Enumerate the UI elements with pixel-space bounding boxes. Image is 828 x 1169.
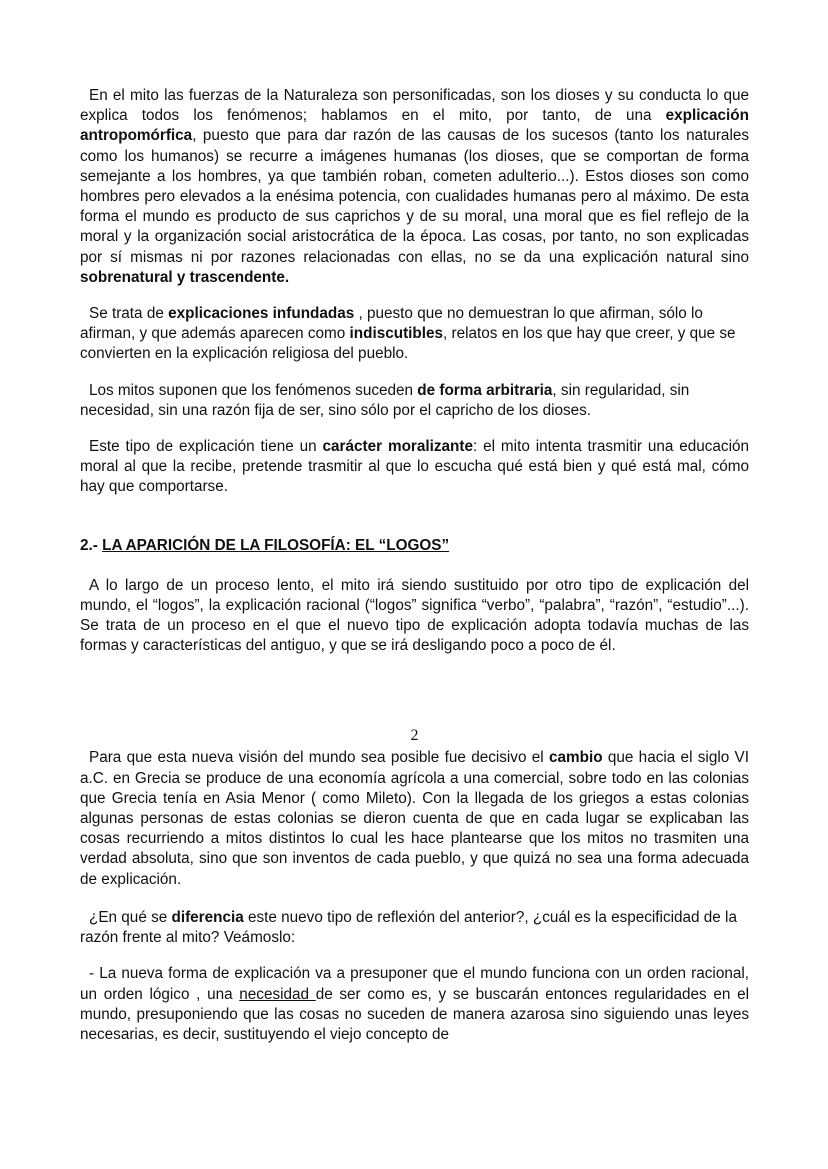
paragraph-arbitrary xyxy=(80,381,749,421)
bold-text: indiscutibles xyxy=(349,325,444,343)
section-heading xyxy=(80,536,749,556)
bold-text: explicaciones infundadas xyxy=(168,305,355,323)
paragraph-logos xyxy=(80,576,749,657)
paragraph-rational-order xyxy=(80,964,749,1045)
text-run: , sin regularidad, sin necesidad, sin una razón fija de ser, sino sólo por el capricho de los dioses. xyxy=(80,381,690,419)
bold-text: explicación antropomórfica xyxy=(80,107,749,145)
text-run: , relatos en los que hay que creer, y que se convierten en la explicación religiosa del pueblo. xyxy=(80,325,736,363)
section-number: 2.- xyxy=(80,536,98,554)
text-run: este nuevo tipo de reflexión del anterior?, ¿cuál es la especificidad de la razón frente al mito? Veámoslo: xyxy=(80,908,737,947)
text-run: , puesto que para dar razón de las causas de los sucesos (tanto los naturales como los humanos) se recurre a imágenes humanas (los dioses, que se comportan de forma semejante a los hombres, ya que también roban, cometen adulterio...). Estos dioses son como hombres pero elevados a la enésima potencia, con cualidades humanas pero al máximo. De esta forma el mundo es producto de sus caprichos y de su moral, una moral que es fiel reflejo de la moral y la organización social aristocrática de la época. Las cosas, por tanto, no son explicadas por sí mismas ni por razones relacionadas con ellas, no se da una explicación natural sino xyxy=(80,127,749,266)
paragraph-economic-change xyxy=(80,748,749,889)
bold-text: de forma arbitraria xyxy=(417,381,553,399)
text-run: de ser como es, y se buscarán entonces regularidades en el mundo, presuponiendo que las cosas no suceden de manera azarosa sino siguiendo unas leyes necesarias, es decir, sustituyendo el viejo concepto de xyxy=(80,985,749,1043)
bold-text: sobrenatural y trascendente. xyxy=(80,268,290,286)
text-run: , puesto que no demuestran lo que afirman, sólo lo afirman, y que además aparecen como xyxy=(80,305,703,343)
text-run: A lo largo de un proceso lento, el mito irá siendo sustituido por otro tipo de explicación del mundo, el “logos”, la explicación racional (“logos” significa “verbo”, “palabra”, “razón”, “estudio”...). Se trata de un proceso en el que el nuevo tipo de explicación adopta todavía muchas de las formas y características del antiguo, y que se irá desligando poco a poco de él. xyxy=(80,576,749,655)
underlined-text: necesidad xyxy=(239,985,316,1003)
text-run: Este tipo de explicación tiene un xyxy=(89,438,323,456)
bold-text: cambio xyxy=(548,749,603,767)
text-run: que hacia el siglo VI a.C. en Grecia se produce de una economía agrícola a una comercial, sobre todo en las colonias que Grecia tenía en Asia Menor ( como Mileto). Con la llegada de los griegos a estas colonias algunas personas de estas colonias se dieron cuenta de que en cada lugar se explicaban las cosas recurriendo a mitos distintos lo cual les hace plantearse que los mitos no trasmiten una verdad absoluta, sino que son inventos de cada pueblo, y que quizá no sea una forma adecuada de explicación. xyxy=(80,749,749,888)
text-run: ¿En qué se xyxy=(89,908,172,926)
bold-text: diferencia xyxy=(171,908,244,926)
text-run: En el mito las fuerzas de la Naturaleza son personificadas, son los dioses y su conducta lo que explica todos los fenómenos; hablamos en el mito, por tanto, de una xyxy=(80,87,749,125)
text-run: Los mitos suponen que los fenómenos suceden xyxy=(89,381,418,399)
page-number: 2 xyxy=(410,727,419,745)
text-run: Para que esta nueva visión del mundo sea posible fue decisivo el xyxy=(89,749,549,767)
paragraph-myth-anthropomorphic xyxy=(80,86,749,288)
paragraph-unfounded-explanations xyxy=(80,304,749,365)
bold-text: carácter moralizante xyxy=(322,438,473,456)
text-run: - La nueva forma de explicación va a presuponer que el mundo funciona con un orden racional, un orden lógico , una xyxy=(80,965,749,1003)
text-run: Se trata de xyxy=(89,305,169,323)
paragraph-difference-question xyxy=(80,908,749,948)
text-run: : el mito intenta trasmitir una educación moral al que la recibe, pretende trasmitir al que lo escucha qué está bien y qué está mal, cómo hay que comportarse. xyxy=(80,438,749,496)
section-title: LA APARICIÓN DE LA FILOSOFÍA: EL “LOGOS” xyxy=(102,536,450,554)
paragraph-moralizing xyxy=(80,437,749,498)
